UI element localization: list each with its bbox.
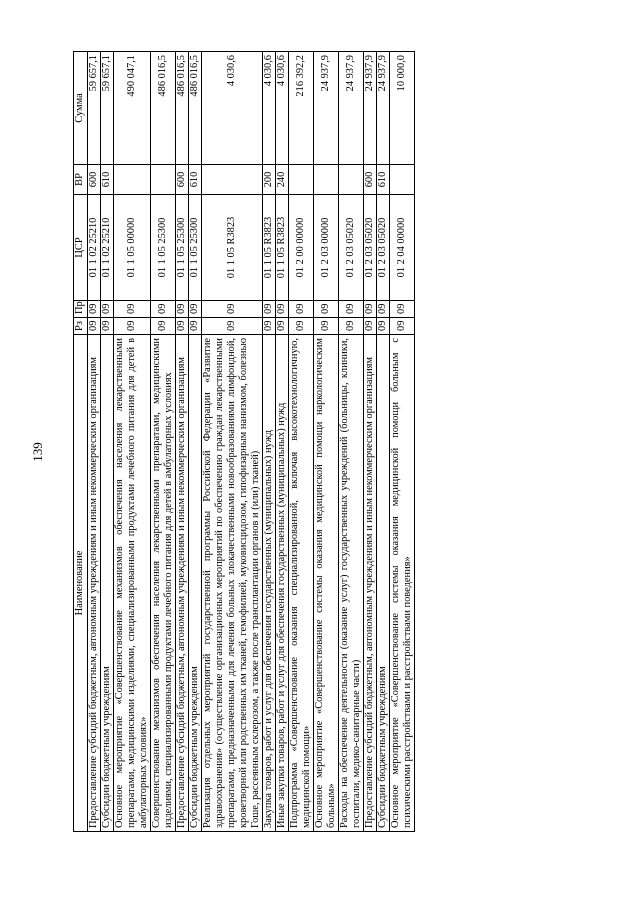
row-csr: 01 2 00 00000 <box>289 195 314 301</box>
row-name: Субсидии бюджетным учреждениям <box>189 335 202 832</box>
row-vr: 610 <box>377 165 390 195</box>
row-vr: 600 <box>176 165 189 195</box>
row-csr: 01 1 05 25300 <box>176 195 189 301</box>
table-row <box>101 52 114 832</box>
row-rz: 09 <box>189 318 202 335</box>
row-pr: 09 <box>151 301 176 318</box>
table-row <box>151 52 176 832</box>
row-pr: 09 <box>114 301 151 318</box>
row-sum: 486 016,5 <box>189 52 202 165</box>
row-sum: 24 937,9 <box>339 52 364 165</box>
row-rz: 09 <box>176 318 189 335</box>
row-csr: 01 2 03 05020 <box>339 195 364 301</box>
row-rz: 09 <box>339 318 364 335</box>
row-name: Предоставление субсидий бюджетным, автономным учреждениям и иным некоммерческим организациям <box>364 335 377 832</box>
row-vr <box>151 165 176 195</box>
row-sum: 490 047,1 <box>114 52 151 165</box>
row-sum: 4 030,6 <box>263 52 276 165</box>
page-number: 139 <box>30 442 45 462</box>
row-name: Закупка товаров, работ и услуг для обеспечения государственных (муниципальных) нужд <box>263 335 276 832</box>
row-vr: 610 <box>101 165 114 195</box>
row-pr: 09 <box>314 301 339 318</box>
row-name: Совершенствование механизмов обеспечения населения лекарственными препаратами, медицинскими изделиями, специализированными продуктами лечебного питания для детей в амбулаторных условиях <box>151 335 176 832</box>
row-sum: 59 657,1 <box>101 52 114 165</box>
table-row <box>364 52 377 832</box>
header-pr: Пр <box>74 301 88 318</box>
row-sum: 4 030,6 <box>202 52 263 165</box>
row-pr: 09 <box>364 301 377 318</box>
row-rz: 09 <box>114 318 151 335</box>
table-row <box>114 52 151 832</box>
row-pr: 09 <box>176 301 189 318</box>
row-sum: 59 657,1 <box>88 52 101 165</box>
row-csr: 01 2 03 05020 <box>377 195 390 301</box>
row-name: Реализация отдельных мероприятий государственной программы Российской Федерации «Развитие здравоохранения» (осуществление организационных мероприятий по обеспечению граждан лекарственными препаратами, предназначенными для лечения больных злокачественными новообразованиями лимфоидной, кроветворной или родственных им тканей, гемофилией, муковисцидозом, гипофизарным нанизмом, болезнью Гоше, рассеянным склерозом, а также после трансплантации органов и (или) тканей) <box>202 335 263 832</box>
row-vr <box>114 165 151 195</box>
row-rz: 09 <box>390 318 415 335</box>
row-csr: 01 1 05 00000 <box>114 195 151 301</box>
row-name: Субсидии бюджетным учреждениям <box>377 335 390 832</box>
row-pr: 09 <box>88 301 101 318</box>
row-vr <box>202 165 263 195</box>
row-vr <box>339 165 364 195</box>
table-row <box>202 52 263 832</box>
row-rz: 09 <box>88 318 101 335</box>
row-rz: 09 <box>377 318 390 335</box>
rotated-page-content <box>73 52 415 832</box>
row-pr: 09 <box>276 301 289 318</box>
row-name: Основное мероприятие «Совершенствование механизмов обеспечения населения лекарственными препаратами, медицинскими изделиями, специализированными продуктами лечебного питания для детей в амбулаторных условиях» <box>114 335 151 832</box>
row-csr: 01 2 03 05020 <box>364 195 377 301</box>
table-row <box>289 52 314 832</box>
row-csr: 01 1 05 25300 <box>189 195 202 301</box>
row-pr: 09 <box>189 301 202 318</box>
row-sum: 4 030,6 <box>276 52 289 165</box>
row-sum: 24 937,9 <box>364 52 377 165</box>
table-row <box>263 52 276 832</box>
row-csr: 01 1 02 25210 <box>88 195 101 301</box>
row-rz: 09 <box>276 318 289 335</box>
table-header-row <box>74 52 88 832</box>
table-row <box>176 52 189 832</box>
table-row <box>377 52 390 832</box>
row-vr <box>390 165 415 195</box>
row-name: Расходы на обеспечение деятельности (оказание услуг) государственных учреждений (больницы, клиники, госпитали, медико-санитарные части) <box>339 335 364 832</box>
header-name: Наименование <box>74 335 88 832</box>
table-row <box>339 52 364 832</box>
row-csr: 01 1 02 25210 <box>101 195 114 301</box>
row-sum: 24 937,9 <box>377 52 390 165</box>
row-pr: 09 <box>377 301 390 318</box>
row-csr: 01 1 05 25300 <box>151 195 176 301</box>
row-name: Подпрограмма «Совершенствование оказания специализированной, включая высокотехнологичную, медицинской помощи» <box>289 335 314 832</box>
row-csr: 01 2 03 00000 <box>314 195 339 301</box>
row-name: Иные закупки товаров, работ и услуг для обеспечения государственных (муниципальных) нужд <box>276 335 289 832</box>
row-rz: 09 <box>364 318 377 335</box>
row-csr: 01 2 04 00000 <box>390 195 415 301</box>
row-vr: 600 <box>364 165 377 195</box>
row-vr: 610 <box>189 165 202 195</box>
row-pr: 09 <box>263 301 276 318</box>
header-sum: Сумма <box>74 52 88 165</box>
table-row <box>276 52 289 832</box>
row-rz: 09 <box>101 318 114 335</box>
row-sum: 24 937,9 <box>314 52 339 165</box>
row-vr: 200 <box>263 165 276 195</box>
row-vr <box>289 165 314 195</box>
row-vr: 600 <box>88 165 101 195</box>
row-pr: 09 <box>202 301 263 318</box>
row-name: Субсидии бюджетным учреждениям <box>101 335 114 832</box>
table-row <box>189 52 202 832</box>
row-rz: 09 <box>151 318 176 335</box>
row-rz: 09 <box>202 318 263 335</box>
row-pr: 09 <box>339 301 364 318</box>
row-csr: 01 1 05 R3823 <box>276 195 289 301</box>
table-row <box>88 52 101 832</box>
row-sum: 216 392,2 <box>289 52 314 165</box>
row-csr: 01 1 05 R3823 <box>263 195 276 301</box>
row-csr: 01 1 05 R3823 <box>202 195 263 301</box>
row-name: Основное мероприятие «Совершенствование системы оказания медицинской помощи наркологическим больным» <box>314 335 339 832</box>
row-sum: 486 016,5 <box>176 52 189 165</box>
budget-table <box>73 51 415 832</box>
row-name: Основное мероприятие «Совершенствование системы оказания медицинской помощи больным с психическими расстройствами и расстройствами поведения» <box>390 335 415 832</box>
header-rz: Рз <box>74 318 88 335</box>
row-vr <box>314 165 339 195</box>
row-rz: 09 <box>314 318 339 335</box>
row-rz: 09 <box>289 318 314 335</box>
row-name: Предоставление субсидий бюджетным, автономным учреждениям и иным некоммерческим организациям <box>176 335 189 832</box>
row-vr: 240 <box>276 165 289 195</box>
header-vr: ВР <box>74 165 88 195</box>
row-sum: 486 016,5 <box>151 52 176 165</box>
row-name: Предоставление субсидий бюджетным, автономным учреждениям и иным некоммерческим организациям <box>88 335 101 832</box>
row-pr: 09 <box>390 301 415 318</box>
table-row <box>314 52 339 832</box>
row-pr: 09 <box>289 301 314 318</box>
row-rz: 09 <box>263 318 276 335</box>
row-sum: 10 000,0 <box>390 52 415 165</box>
row-pr: 09 <box>101 301 114 318</box>
header-csr: ЦСР <box>74 195 88 301</box>
table-row <box>390 52 415 832</box>
